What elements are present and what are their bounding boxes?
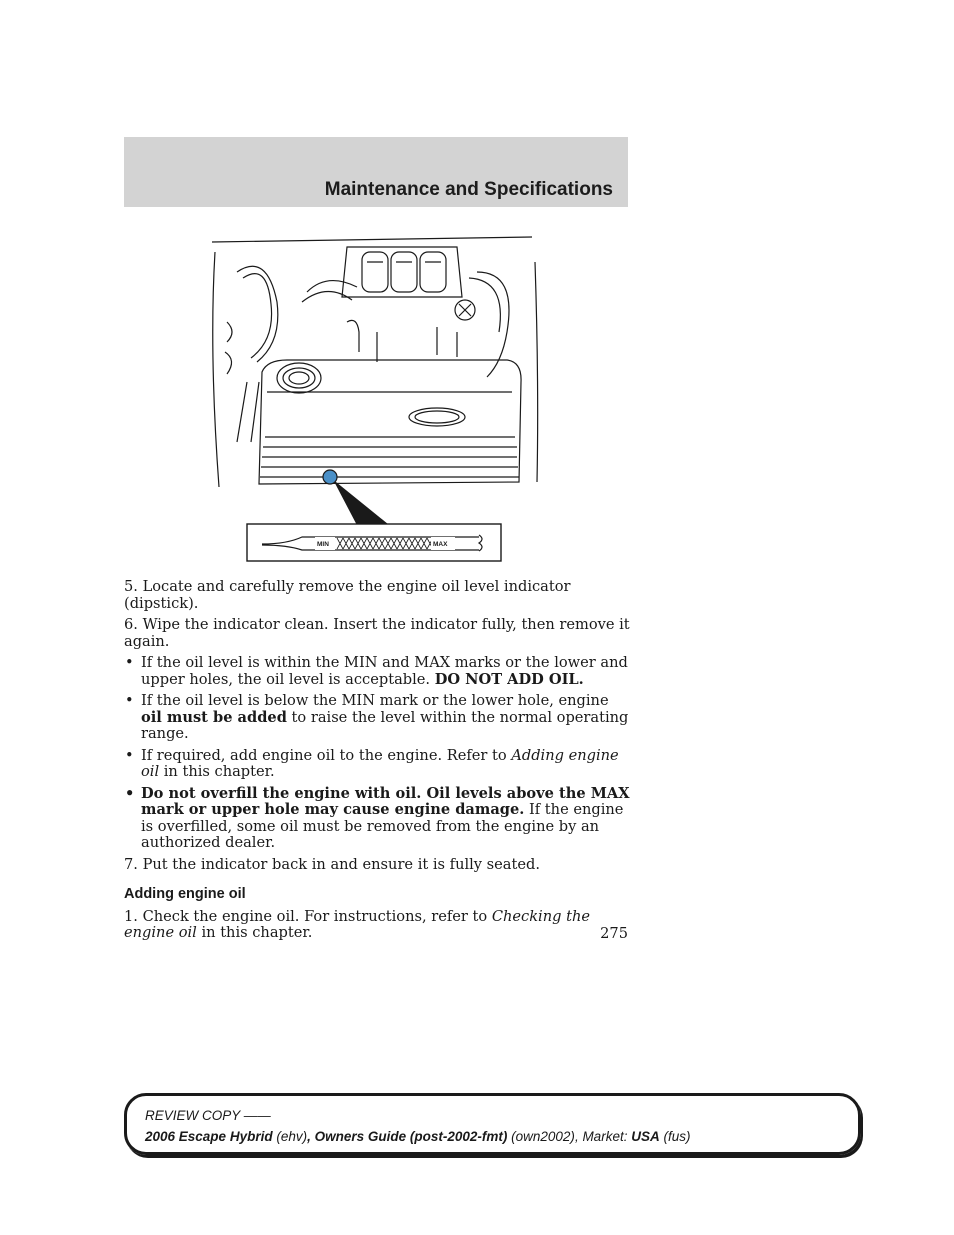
page-number: 275 (600, 925, 628, 942)
step-6: 6. Wipe the indicator clean. Insert the indicator fully, then remove it again. (124, 616, 630, 650)
bullet-dot: • (125, 746, 134, 764)
bullet-dot: • (125, 692, 134, 709)
review-copy-label: REVIEW COPY —— (145, 1108, 271, 1123)
oil-filler-cap (277, 363, 321, 393)
cross-reference: Adding engine oil (141, 746, 619, 780)
valve-cover (259, 360, 521, 484)
bullet-item: • Do not overfill the engine with oil. Oil levels above the MAX mark or upper hole may cause engine damage. If the engine is overfilled, some oil must be removed from the engine by an authorized dealer. (125, 784, 630, 851)
step-5: 5. Locate and carefully remove the engine oil level indicator (dipstick). (124, 578, 571, 612)
bullet-item: • If the oil level is within the MIN and MAX marks or the lower and upper holes, the oil level is acceptable. DO NOT ADD OIL. (125, 654, 628, 688)
dipstick-handle (323, 470, 337, 484)
engine-illustration (207, 232, 547, 564)
header-band (124, 137, 628, 207)
hood-edge (212, 237, 532, 242)
min-label: MIN (317, 541, 329, 548)
adding-step-1: 1. Check the engine oil. For instructions, refer to Checking the engine oil in this chapter. (124, 907, 590, 941)
bay-left (213, 252, 219, 487)
body-text (124, 579, 630, 947)
bullet-dot: • (125, 784, 135, 802)
dipstick-detail (247, 524, 501, 561)
callout-pointer (335, 482, 387, 524)
coil-packs (342, 247, 462, 297)
step-7: 7. Put the indicator back in and ensure it is fully seated. (124, 855, 540, 873)
document-id-line: 2006 Escape Hybrid (ehv), Owners Guide (post-2002-fmt) (own2002), Market: USA (fus) (145, 1129, 691, 1144)
section-heading: Adding engine oil (124, 886, 246, 902)
bullet-dot: • (125, 654, 134, 671)
bay-right (535, 262, 538, 482)
max-label: MAX (433, 541, 448, 548)
cross-reference: Checking the engine oil (124, 907, 590, 941)
bullet-item: • If the oil level is below the MIN mark or the lower hole, engine oil must be added to raise the level within the normal operating range. (125, 692, 629, 742)
bullet-item: • If required, add engine oil to the engine. Refer to Adding engine oil in this chapter. (125, 746, 619, 780)
review-copy-footer (124, 1093, 861, 1155)
hose-right (477, 272, 509, 377)
page-title: Maintenance and Specifications (324, 179, 613, 200)
